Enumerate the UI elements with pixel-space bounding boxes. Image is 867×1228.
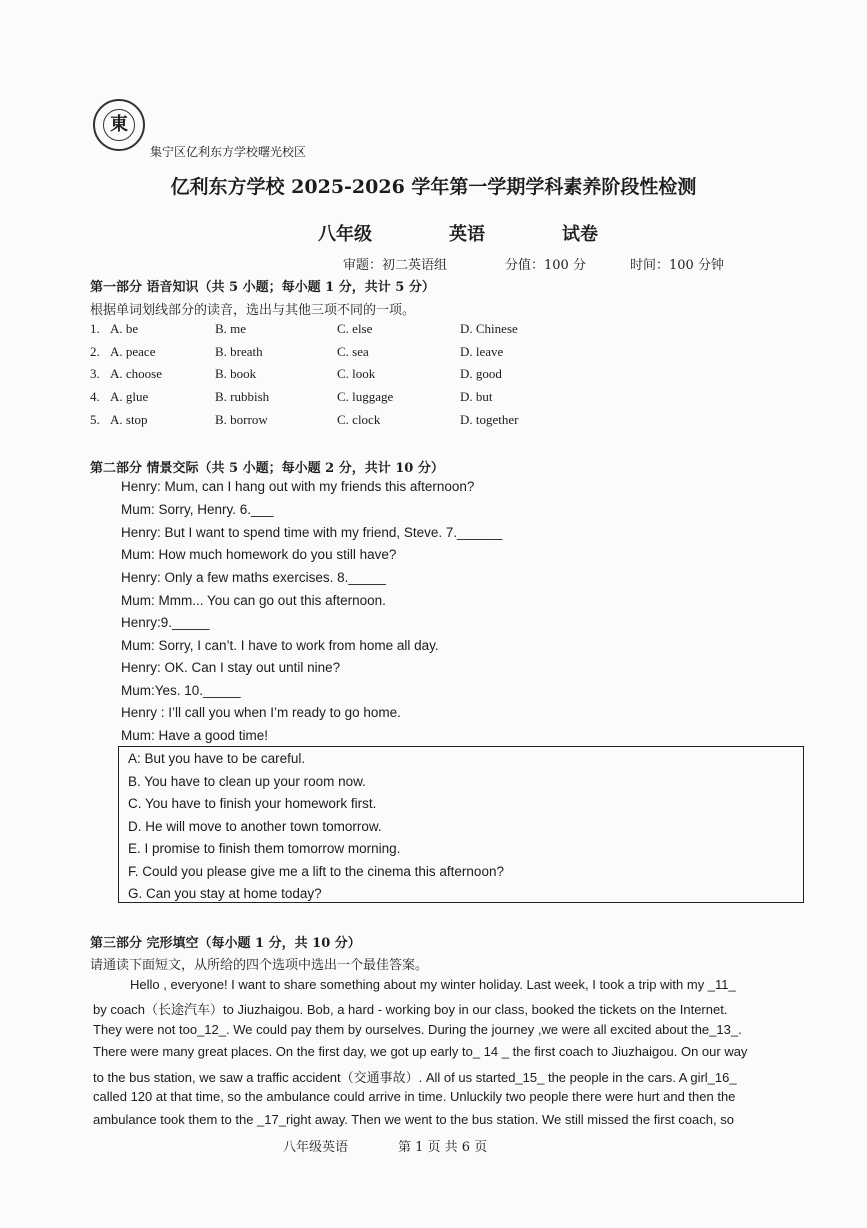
option-item: D. He will move to another town tomorrow. bbox=[128, 819, 382, 834]
dialogue-line: Mum: Sorry, Henry. 6.___ bbox=[121, 502, 274, 517]
page-number: 第 1 页 共 6 页 bbox=[398, 1140, 488, 1155]
q5-num: 5. bbox=[90, 412, 100, 427]
dialogue-line: Henry : I’ll call you when I’m ready to go home. bbox=[121, 705, 401, 720]
option-item: A: But you have to be careful. bbox=[128, 751, 306, 766]
q4-num: 4. bbox=[90, 389, 100, 404]
passage-line: They were not too_12_. We could pay them by ourselves. During the journey ,we were all excited about the_13_. bbox=[93, 1022, 742, 1037]
grade-label: 八年级 bbox=[318, 224, 372, 245]
dialogue-line: Henry: Mum, can I hang out with my friends this afternoon? bbox=[121, 479, 475, 494]
q2-option-a: A. peace bbox=[110, 344, 156, 359]
time-info: 时间：100 分钟 bbox=[630, 258, 724, 273]
q4-option-c: C. luggage bbox=[337, 389, 394, 404]
q5-option-a: A. stop bbox=[110, 412, 148, 427]
q5-option-b: B. borrow bbox=[215, 412, 268, 427]
score-info: 分值：100 分 bbox=[505, 258, 586, 273]
q3-option-a: A. choose bbox=[110, 366, 162, 381]
passage-line: by coach（长途汽车）to Jiuzhaigou. Bob, a hard - working boy in our class, booked the tickets on the Internet. bbox=[93, 1002, 728, 1017]
passage-line: Hello , everyone! I want to share something about my winter holiday. Last week, I took a trip with my _11_ bbox=[130, 977, 736, 992]
q4-option-d: D. but bbox=[460, 389, 493, 404]
dialogue-line: Henry: Only a few maths exercises. 8._____ bbox=[121, 570, 386, 585]
part2-heading: 第二部分 情景交际（共 5 小题；每小题 2 分，共计 10 分） bbox=[90, 461, 444, 476]
q5-option-d: D. together bbox=[460, 412, 519, 427]
reviewer-info: 审题：初二英语组 bbox=[343, 258, 448, 273]
option-item: C. You have to finish your homework first. bbox=[128, 796, 377, 811]
part1-instruction: 根据单词划线部分的读音，选出与其他三项不同的一项。 bbox=[90, 303, 416, 318]
dialogue-line: Mum: Sorry, I can’t. I have to work from home all day. bbox=[121, 638, 439, 653]
subject-label: 英语 bbox=[449, 224, 485, 245]
option-item: F. Could you please give me a lift to the cinema this afternoon? bbox=[128, 864, 504, 879]
q4-option-b: B. rubbish bbox=[215, 389, 270, 404]
q1-option-b: B. me bbox=[215, 321, 247, 336]
seal-emblem-icon: 東 bbox=[103, 109, 135, 141]
q2-num: 2. bbox=[90, 344, 100, 359]
school-name: 集宁区亿利东方学校曙光校区 bbox=[150, 145, 307, 159]
q1-option-c: C. else bbox=[337, 321, 373, 336]
q1-num: 1. bbox=[90, 321, 100, 336]
q5-option-c: C. clock bbox=[337, 412, 381, 427]
dialogue-line: Mum: How much homework do you still have? bbox=[121, 547, 397, 562]
q3-option-d: D. good bbox=[460, 366, 502, 381]
footer-subject: 八年级英语 bbox=[283, 1140, 349, 1155]
option-item: G. Can you stay at home today? bbox=[128, 886, 322, 901]
q1-option-a: A. be bbox=[110, 321, 139, 336]
school-seal bbox=[93, 99, 145, 151]
passage-line: ambulance took them to the _17_right away. Then we went to the bus station. We still missed the first coach, so bbox=[93, 1112, 734, 1127]
dialogue-line: Henry: OK. Can I stay out until nine? bbox=[121, 660, 341, 675]
option-item: E. I promise to finish them tomorrow morning. bbox=[128, 841, 401, 856]
q1-option-d: D. Chinese bbox=[460, 321, 518, 336]
q3-option-c: C. look bbox=[337, 366, 376, 381]
part3-heading: 第三部分 完形填空（每小题 1 分，共 10 分） bbox=[90, 936, 361, 951]
part1-heading: 第一部分 语音知识（共 5 小题；每小题 1 分，共计 5 分） bbox=[90, 280, 435, 295]
q2-option-b: B. breath bbox=[215, 344, 263, 359]
passage-line: to the bus station, we saw a traffic accident（交通事故）. All of us started_15_ the people in the cars. A girl_16_ bbox=[93, 1070, 737, 1085]
dialogue-line: Mum:Yes. 10._____ bbox=[121, 683, 241, 698]
q3-option-b: B. book bbox=[215, 366, 257, 381]
page-title: 亿利东方学校 2025-2026 学年第一学期学科素养阶段性检测 bbox=[170, 176, 697, 198]
dialogue-line: Mum: Mmm... You can go out this afternoon. bbox=[121, 593, 386, 608]
paper-label: 试卷 bbox=[562, 224, 598, 245]
dialogue-line: Henry: But I want to spend time with my friend, Steve. 7.______ bbox=[121, 525, 503, 540]
passage-line: There were many great places. On the first day, we got up early to_ 14 _ the first coach to Jiuzhaigou. On our way bbox=[93, 1044, 748, 1059]
dialogue-line: Mum: Have a good time! bbox=[121, 728, 269, 743]
option-item: B. You have to clean up your room now. bbox=[128, 774, 366, 789]
q2-option-c: C. sea bbox=[337, 344, 369, 359]
part3-instruction: 请通读下面短文，从所给的四个选项中选出一个最佳答案。 bbox=[90, 958, 429, 973]
answer-options-box bbox=[118, 746, 804, 903]
q2-option-d: D. leave bbox=[460, 344, 504, 359]
dialogue-line: Henry:9._____ bbox=[121, 615, 210, 630]
q4-option-a: A. glue bbox=[110, 389, 149, 404]
passage-line: called 120 at that time, so the ambulance could arrive in time. Unluckily two people there were hurt and then the bbox=[93, 1089, 736, 1104]
q3-num: 3. bbox=[90, 366, 100, 381]
